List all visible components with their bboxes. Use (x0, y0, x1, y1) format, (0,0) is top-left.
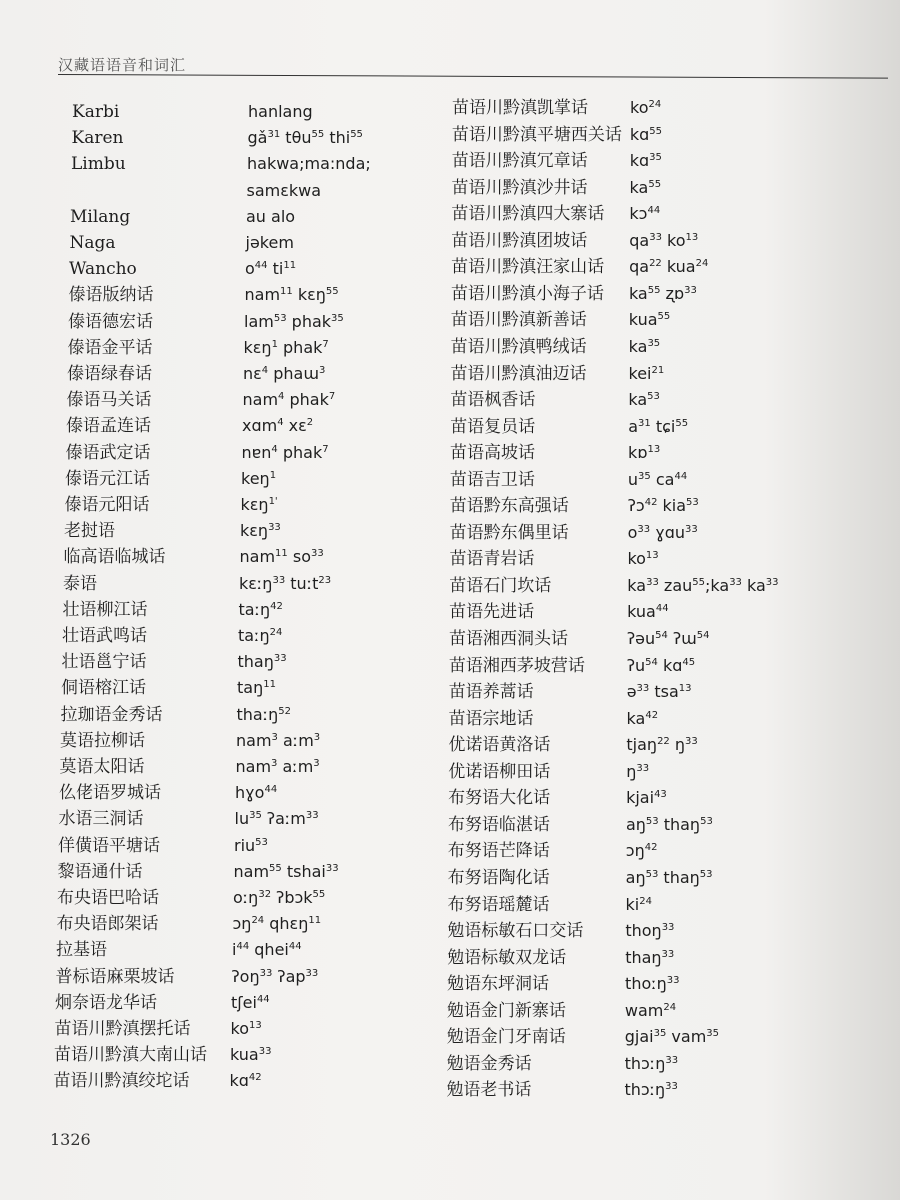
word-form: kɔ$^{44}$ (629, 204, 661, 224)
dictionary-entry (450, 415, 890, 439)
word-form: ʔɔ$^{42}$ kia$^{53}$ (627, 496, 699, 516)
word-form: $o^{44}$ $ti^{11}$ (245, 259, 297, 279)
dictionary-entry (448, 733, 888, 757)
language-name: 苗语川黔滇沙井话 (451, 177, 588, 198)
language-name: 苗语吉卫话 (449, 469, 535, 490)
word-form: $ki^{24}$ (625, 894, 652, 914)
language-name: 傣语孟连话 (66, 416, 151, 437)
language-name: 苗语宗地话 (448, 708, 534, 729)
language-name: 傣语马关话 (66, 390, 152, 411)
word-form: oːŋ$^{32}$ ʔbɔk$^{55}$ (233, 888, 326, 907)
dictionary-entry (451, 362, 891, 386)
language-name: 苗语川黔滇摆托话 (54, 1019, 191, 1039)
language-name: 苗语川黔滇鸭绒话 (450, 336, 587, 357)
language-name: 壮语武鸣话 (62, 626, 147, 646)
language-name: 苗语黔东高强话 (449, 496, 569, 517)
word-form: nam$^3$ aːm$^3$ (235, 757, 320, 776)
word-form: $a^{31}$ tɕi$^{55}$ (628, 416, 689, 436)
word-form: $qa^{33}$ $ko^{13}$ (629, 230, 699, 250)
dictionary-entry (447, 972, 887, 996)
word-form: kei$^{21}$ (628, 363, 665, 383)
dictionary-entry (449, 574, 889, 598)
word-form: ʔəu$^{54}$ ʔɯ$^{54}$ (627, 629, 710, 648)
dictionary-entry (448, 866, 888, 890)
dictionary-entry (448, 893, 888, 917)
language-name: 傣语元江话 (65, 468, 150, 489)
language-name: 布努语瑶麓话 (447, 894, 550, 915)
language-name: 泰语 (63, 573, 97, 594)
word-form: nam$^{11}$ $so^{33}$ (239, 547, 324, 567)
language-name: 傣语绿春话 (67, 364, 152, 384)
language-name: 莫语拉柳话 (60, 730, 145, 751)
running-header: 汉藏语语音和词汇 (58, 56, 187, 74)
word-form: taŋ$^{11}$ (237, 678, 276, 698)
word-form: thoŋ$^{33}$ (625, 921, 675, 941)
word-form: jəkem (245, 233, 294, 252)
dictionary-entry (450, 441, 890, 465)
word-form: taːŋ$^{42}$ (238, 599, 283, 619)
word-form: ʔoŋ$^{33}$ ʔap$^{33}$ (231, 966, 319, 986)
word-form: thaŋ$^{33}$ (237, 652, 287, 672)
page-number: 1326 (50, 1130, 91, 1149)
language-name: 苗语枫香话 (450, 390, 536, 411)
word-form: $aŋ^{53}$ thaŋ$^{53}$ (625, 867, 713, 887)
language-name: 布央语郎架话 (56, 914, 159, 935)
dictionary-entry (450, 521, 890, 545)
language-name: 苗语川黔滇绞坨话 (53, 1071, 190, 1092)
language-name: 苗语川黔滇小海子话 (450, 283, 604, 304)
language-name: 苗语黔东偶里话 (449, 522, 569, 543)
language-name: 黎语通什话 (57, 861, 143, 882)
language-name: 傣语德宏话 (68, 311, 153, 332)
word-form: $u^{35}$ $ca^{44}$ (627, 469, 688, 489)
word-form: ɔŋ$^{42}$ (625, 841, 658, 861)
word-form: nɐn$^4$ phak$^7$ (241, 442, 329, 462)
word-form: nɛ$^4$ phaɯ$^3$ (243, 364, 326, 383)
word-form: gjai$^{35}$ vam$^{35}$ (624, 1027, 720, 1047)
word-form: kua$^{44}$ (627, 602, 669, 622)
word-form: hanlang (248, 102, 313, 121)
language-name: 优诺语黄洛话 (448, 735, 551, 756)
language-name: 苗语川黔滇冗章话 (451, 151, 588, 172)
dictionary-entry (446, 1078, 886, 1102)
word-form: au alo (246, 206, 296, 226)
language-name: 傣语武定话 (65, 442, 151, 463)
word-form: kɛŋ$^1$ phak$^7$ (243, 337, 329, 357)
word-form: samɛkwa (246, 180, 322, 200)
word-form: $ko^{13}$ (230, 1019, 262, 1038)
language-name: 拉基语 (56, 940, 107, 961)
language-name: 仫佬语罗城话 (59, 783, 161, 804)
language-name: 莫语太阳话 (59, 757, 145, 777)
word-form: xɑm$^4$ xɛ$^2$ (242, 416, 314, 436)
word-form: kɑ$^{42}$ (229, 1071, 262, 1091)
dictionary-entry (449, 547, 889, 571)
language-name: 勉语标敏双龙话 (447, 947, 567, 968)
word-form: ə$^{33}$ tsa$^{13}$ (626, 682, 692, 702)
word-form: kjai$^{43}$ (626, 788, 667, 808)
language-name: 勉语东坪洞话 (447, 974, 550, 995)
dictionary-entry (451, 229, 891, 253)
word-form: kɛŋ$^{33}$ (240, 521, 281, 541)
language-name: 布努语临湛话 (447, 814, 550, 835)
word-form: $ŋ^{33}$ (626, 761, 650, 781)
dictionary-entry (447, 946, 887, 970)
dictionary-entry (448, 813, 888, 837)
word-form: thoːŋ$^{33}$ (625, 974, 680, 994)
dictionary-entry (451, 335, 891, 359)
word-form: ɔŋ$^{24}$ qhɛŋ$^{11}$ (232, 914, 322, 934)
word-form: $aŋ^{53}$ thaŋ$^{53}$ (625, 814, 713, 834)
language-name: 苗语川黔滇新善话 (450, 310, 587, 331)
word-form: wam$^{24}$ (624, 1000, 677, 1020)
dictionary-entry (449, 680, 889, 704)
dictionary-entry (452, 123, 892, 147)
language-name: 苗语川黔滇汪家山话 (451, 257, 605, 278)
language-name: 壮语邕宁话 (61, 652, 147, 673)
word-form: thaːŋ$^{52}$ (236, 704, 291, 724)
word-form: kua$^{55}$ (628, 310, 671, 330)
word-form: nam$^4$ phak$^7$ (242, 390, 336, 410)
language-name: 苗语川黔滇团坡话 (451, 230, 588, 251)
word-form: thɔːŋ$^{33}$ (624, 1080, 678, 1100)
language-name: 侗语榕江话 (61, 678, 146, 699)
word-form: taːŋ$^{24}$ (238, 626, 283, 645)
dictionary-entry (451, 255, 891, 279)
dictionary-entry (451, 308, 891, 332)
dictionary-entry (451, 202, 891, 226)
dictionary-entry (452, 96, 892, 120)
word-form: $qa^{22}$ kua$^{24}$ (629, 257, 709, 277)
dictionary-entry (449, 707, 889, 731)
language-name: 布努语芒降话 (447, 841, 550, 862)
language-name: Wancho (69, 259, 137, 280)
language-name: 勉语金门牙南话 (446, 1027, 566, 1048)
word-form: nam$^{55}$ tshai$^{33}$ (233, 861, 339, 881)
dictionary-entry (448, 786, 888, 810)
language-name: Karen (71, 128, 124, 149)
language-name: 炯奈语龙华话 (55, 992, 157, 1013)
dictionary-entry (451, 282, 891, 306)
language-name: 布努语大化话 (448, 788, 551, 809)
dictionary-entry (447, 1052, 887, 1076)
language-name: 苗语湘西茅坡营话 (448, 655, 585, 676)
language-name: 水语三洞话 (58, 809, 144, 830)
language-name: 布央语巴哈话 (57, 888, 159, 908)
word-form: riu$^{53}$ (234, 835, 268, 855)
dictionary-entry (450, 494, 890, 518)
language-name: 苗语先进话 (449, 602, 535, 623)
language-name: 拉珈语金秀话 (60, 704, 163, 725)
word-form: keŋ$^1$ (241, 468, 277, 488)
dictionary-entry (447, 919, 887, 943)
language-name: 勉语金秀话 (446, 1053, 532, 1074)
language-name: Naga (69, 233, 116, 253)
language-name: Limbu (71, 154, 126, 175)
dictionary-entry (449, 654, 889, 678)
word-form: kɑ$^{35}$ (629, 151, 662, 171)
dictionary-entry (447, 999, 887, 1023)
word-form: kɛŋ$^{1'}$ (240, 495, 278, 514)
dictionary-entry (450, 468, 890, 492)
dictionary-entry (448, 839, 888, 863)
language-name: 勉语金门新寨话 (446, 1000, 566, 1021)
language-name: 优诺语柳田话 (448, 761, 551, 782)
word-form: $i^{44}$ qhei$^{44}$ (232, 940, 302, 960)
word-form: $ka^{35}$ (628, 336, 661, 356)
word-form: tʃei$^{44}$ (231, 992, 270, 1012)
dictionary-entry (449, 600, 889, 624)
word-form: thɔːŋ$^{33}$ (624, 1053, 679, 1073)
language-name: 苗语川黔滇大南山话 (54, 1045, 207, 1066)
word-form: tjaŋ$^{22}$ $ŋ^{33}$ (626, 735, 698, 755)
word-form: kua$^{33}$ (230, 1045, 272, 1065)
language-name: 壮语柳江话 (62, 599, 148, 620)
language-name: 苗语石门坎话 (449, 575, 552, 596)
word-form: $ka^{33}$ $zau^{55};ka^{33}$ $ka^{33}$ (627, 575, 779, 595)
language-name: 苗语湘西洞头话 (449, 629, 568, 649)
language-name: 布努语陶化话 (447, 867, 550, 888)
word-form: kɑ$^{55}$ (629, 124, 662, 144)
word-form: hakwa;ma:nda; (247, 154, 371, 174)
language-name: 苗语养蒿话 (448, 682, 534, 703)
language-name: 临高语临城话 (63, 547, 166, 568)
dictionary-entry (449, 627, 889, 651)
language-name: 苗语川黔滇油迈话 (450, 363, 587, 384)
language-name: 傣语版纳话 (68, 285, 154, 306)
language-name: 老挝语 (64, 521, 115, 542)
word-form: ʔu$^{54}$ kɑ$^{45}$ (626, 655, 696, 675)
word-form: thaŋ$^{33}$ (625, 947, 675, 967)
word-form: nam$^3$ aːm$^3$ (236, 730, 321, 750)
word-form: $o^{33}$ ɣɑu$^{33}$ (627, 522, 698, 542)
word-form: $ka^{53}$ (628, 390, 660, 410)
language-name: 普标语麻栗坡话 (55, 966, 175, 987)
word-form: $ka^{55}$ (629, 177, 662, 197)
dictionary-entry (452, 176, 892, 200)
dictionary-entry (448, 760, 888, 784)
word-form: $ko^{13}$ (627, 549, 659, 569)
word-form: $lu^{35}$ ʔaːm$^{33}$ (234, 809, 319, 829)
language-name: 苗语青岩话 (449, 549, 535, 570)
language-name: 苗语川黔滇四大寨话 (451, 204, 605, 225)
word-form: $ka^{55}$ ʐɒ$^{33}$ (628, 283, 697, 303)
word-form: kɒ$^{13}$ (628, 443, 661, 463)
language-name: 傣语元阳话 (64, 495, 150, 515)
word-form: hɣo$^{44}$ (235, 783, 278, 803)
dictionary-entry (450, 388, 890, 412)
word-form: kɛːŋ$^{33}$ tuːt$^{23}$ (239, 573, 332, 593)
language-name: 傣语金平话 (67, 337, 153, 358)
word-form: $ko^{24}$ (630, 98, 662, 117)
language-name: 苗语复员话 (450, 416, 536, 437)
word-form: lam$^{53}$ phak$^{35}$ (244, 311, 344, 331)
language-name: 勉语老书话 (446, 1080, 532, 1101)
word-form: nam$^{11}$ kɛŋ$^{55}$ (244, 285, 339, 305)
language-name: 苗语川黔滇凯掌话 (452, 98, 588, 118)
language-name: 勉语标敏石口交话 (447, 921, 584, 942)
dictionary-entry (447, 1025, 887, 1049)
dictionary-entry (452, 149, 892, 173)
word-form: $gǎ^{31}$ tθu$^{55}$ thi$^{55}$ (247, 128, 363, 148)
language-name: Milang (70, 206, 131, 227)
word-form: $ka^{42}$ (626, 708, 659, 728)
language-name: 苗语高坡话 (450, 443, 536, 464)
language-name: 苗语川黔滇平塘西关话 (451, 124, 622, 145)
language-name: Karbi (72, 102, 120, 122)
language-name: 佯僙语平塘话 (58, 835, 160, 856)
